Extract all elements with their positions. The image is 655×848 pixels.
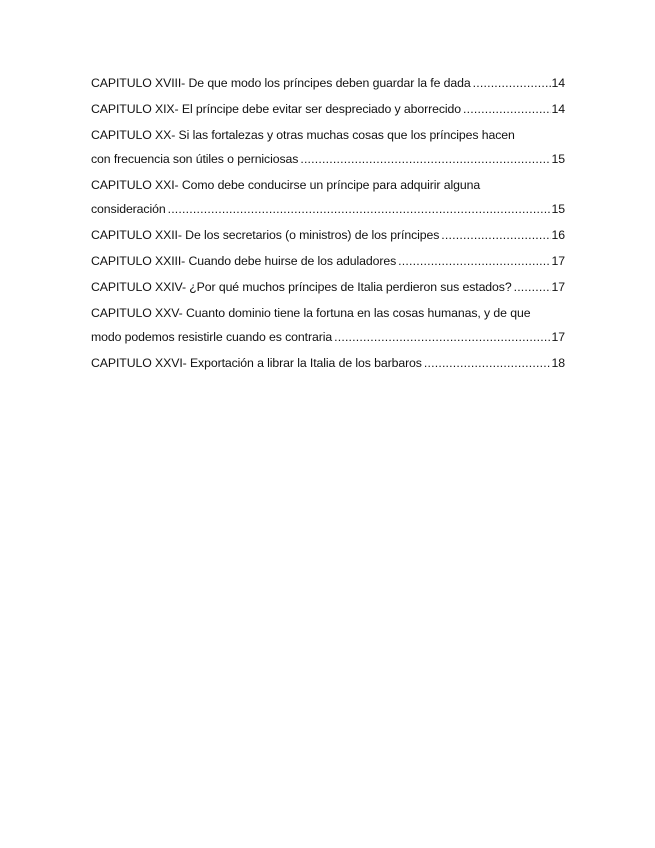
- toc-page-number: 15: [551, 151, 565, 166]
- toc-entry-line: [91, 302, 565, 326]
- toc-entry-capitulo-xx[interactable]: [91, 124, 565, 171]
- toc-entry-line: [91, 198, 565, 222]
- toc-entry-title: CAPITULO XX- Si las fortalezas y otras muchas cosas que los príncipes hacen: [91, 128, 515, 142]
- toc-entry-capitulo-xxv[interactable]: [91, 302, 565, 349]
- dot-leader: [334, 326, 550, 350]
- toc-entry-line: [91, 250, 565, 274]
- toc-page-number: 17: [551, 254, 565, 268]
- dot-leader: [514, 276, 551, 300]
- toc-entry-title: CAPITULO XIX- El príncipe debe evitar ser despreciado y aborrecido: [91, 102, 461, 116]
- toc-entry-title: CAPITULO XXIII- Cuando debe huirse de los aduladores: [91, 254, 397, 268]
- dot-leader: [300, 148, 550, 172]
- toc-entry-line: [91, 72, 565, 96]
- toc-entry-capitulo-xix[interactable]: [91, 98, 565, 122]
- dot-leader: [424, 352, 551, 376]
- toc-entry-capitulo-xxiii[interactable]: [91, 250, 565, 274]
- toc-entry-capitulo-xxii[interactable]: [91, 224, 565, 248]
- toc-entry-title: CAPITULO XXIV- ¿Por qué muchos príncipes de Italia perdieron sus estados?: [91, 280, 512, 294]
- toc-entry-line: [91, 326, 565, 350]
- toc-entry-title-continued: con frecuencia son útiles o perniciosas: [91, 151, 299, 166]
- toc-page-number: 14: [551, 102, 565, 116]
- toc-page-number: 18: [551, 356, 565, 370]
- toc-entry-line: [91, 276, 565, 300]
- toc-entry-line: [91, 124, 565, 148]
- toc-page-number: 14: [551, 76, 565, 90]
- toc-entry-line: [91, 352, 565, 376]
- toc-entry-capitulo-xxi[interactable]: [91, 174, 565, 221]
- toc-page-number: 16: [551, 228, 565, 242]
- dot-leader: [441, 224, 550, 248]
- toc-entry-title-continued: modo podemos resistirle cuando es contraria: [91, 329, 333, 344]
- toc-entry-capitulo-xviii[interactable]: [91, 72, 565, 96]
- toc-entry-capitulo-xxvi[interactable]: [91, 352, 565, 376]
- toc-entry-line: [91, 174, 565, 198]
- toc-entry-title-continued: consideración: [91, 201, 166, 216]
- dot-leader: [168, 198, 551, 222]
- toc-entry-title: CAPITULO XXVI- Exportación a librar la Italia de los barbaros: [91, 356, 422, 370]
- toc-page-number: 17: [551, 329, 565, 344]
- toc-entry-line: [91, 98, 565, 122]
- toc-entry-line: [91, 148, 565, 172]
- dot-leader: [398, 250, 550, 274]
- toc-entry-line: [91, 224, 565, 248]
- dot-leader: [463, 98, 551, 122]
- toc-entry-capitulo-xxiv[interactable]: [91, 276, 565, 300]
- toc-page-number: 17: [551, 280, 565, 294]
- toc-page-number: 15: [551, 201, 565, 216]
- toc-entry-title: CAPITULO XXV- Cuanto dominio tiene la fortuna en las cosas humanas, y de que: [91, 306, 531, 320]
- table-of-contents: [91, 72, 565, 378]
- toc-entry-title: CAPITULO XXII- De los secretarios (o ministros) de los príncipes: [91, 228, 440, 242]
- dot-leader: [473, 72, 551, 96]
- toc-entry-title: CAPITULO XVIII- De que modo los príncipes deben guardar la fe dada: [91, 76, 471, 90]
- toc-entry-title: CAPITULO XXI- Como debe conducirse un príncipe para adquirir alguna: [91, 178, 481, 192]
